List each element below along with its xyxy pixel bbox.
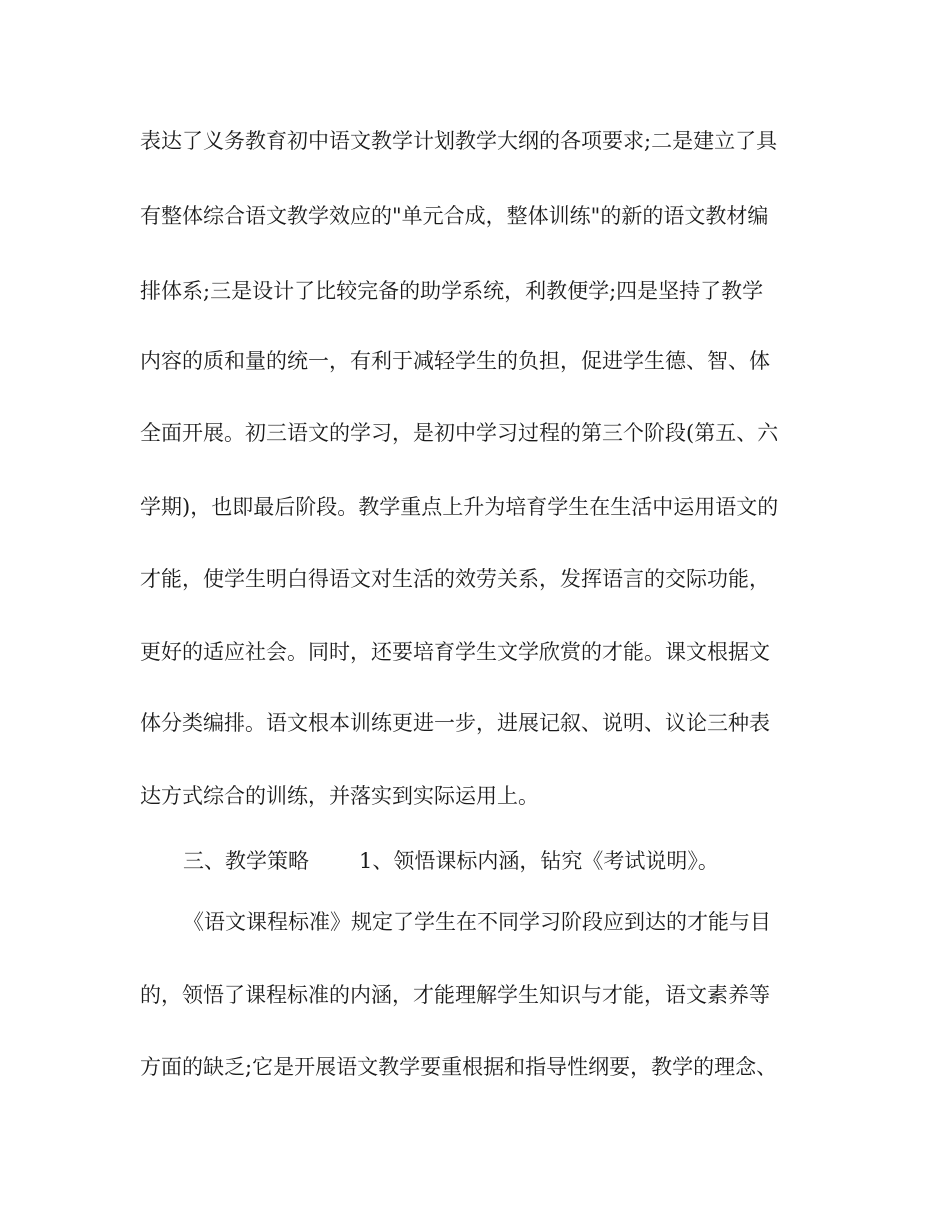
paragraph-line: 的，领悟了课程标准的内涵，才能理解学生知识与才能，语文素养等 bbox=[140, 983, 770, 1007]
paragraph-line: 达方式综合的训练，并落实到实际运用上。 bbox=[140, 784, 539, 808]
paragraph-line: 排体系;三是设计了比较完备的助学系统，利教便学;四是坚持了教学 bbox=[140, 279, 764, 303]
paragraph-line: 方面的缺乏;它是开展语文教学要重根据和指导性纲要，教学的理念、 bbox=[140, 1055, 778, 1079]
paragraph-line: 更好的适应社会。同时，还要培育学生文学欣赏的才能。课文根据文 bbox=[140, 640, 770, 664]
paragraph-line: 内容的质和量的统一，有利于减轻学生的负担，促进学生德、智、体 bbox=[140, 349, 770, 373]
paragraph-line: 《语文课程标准》规定了学生在不同学习阶段应到达的才能与目 bbox=[183, 910, 771, 934]
paragraph-line: 体分类编排。语文根本训练更进一步，进展记叙、说明、议论三种表 bbox=[140, 711, 770, 735]
paragraph-line: 学期)，也即最后阶段。教学重点上升为培育学生在生活中运用语文的 bbox=[140, 495, 779, 519]
paragraph-line: 才能，使学生明白得语文对生活的效劳关系，发挥语言的交际功能， bbox=[140, 567, 770, 591]
subheading: 1、领悟课标内涵，钻究《考试说明》。 bbox=[359, 849, 719, 873]
paragraph-line: 有整体综合语文教学效应的"单元合成，整体训练"的新的语文教材编 bbox=[140, 204, 769, 228]
section-heading-line bbox=[183, 846, 863, 876]
section-heading: 三、教学策略 bbox=[183, 849, 309, 873]
paragraph-line: 全面开展。初三语文的学习，是初中学习过程的第三个阶段(第五、六 bbox=[140, 421, 779, 445]
paragraph-line: 表达了义务教育初中语文教学计划教学大纲的各项要求;二是建立了具 bbox=[140, 129, 778, 153]
